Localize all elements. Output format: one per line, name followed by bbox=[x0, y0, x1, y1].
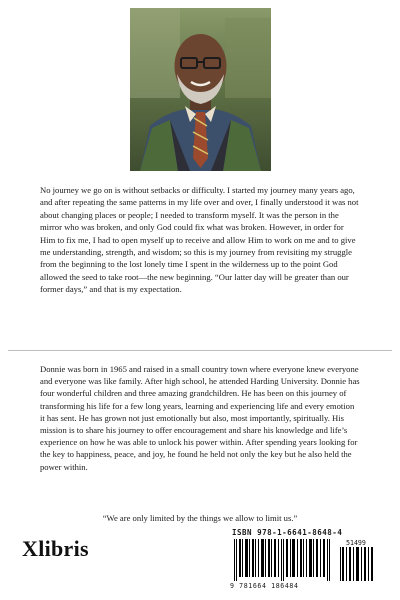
isbn-barcode bbox=[228, 528, 378, 594]
section-divider bbox=[8, 350, 392, 351]
author-photo bbox=[130, 8, 271, 171]
isbn-label: ISBN 978-1-6641-8648-4 bbox=[232, 528, 343, 537]
barcode-digits: 9 781664 186484 bbox=[230, 582, 299, 590]
author-portrait-icon bbox=[130, 8, 271, 171]
author-bio: Donnie was born in 1965 and raised in a small country town where everyone knew everyone and everyone was like family. After high school, he attended Harding University. Donnie has four wonderful children and three amazing grandchildren. He has been on this journey of transforming his life for a few long years, learning and experiencing life and every emotion it has sent. He has grown not just emotionally but also, most importantly, spiritually. His mission is to share his journey to offer encouragement and share his knowledge and life’s experience on how he was able to unlock his power within. After spending years looking for the key to happiness, peace, and joy, he found he held not only the key but he also held the power within. bbox=[40, 364, 360, 472]
barcode-addon-number: 51499 bbox=[346, 539, 366, 547]
author-quote: “We are only limited by the things we allow to limit us.” bbox=[102, 513, 298, 523]
publisher-logo: Xlibris bbox=[22, 536, 89, 561]
back-cover-blurb: No journey we go on is without setbacks or difficulty. I started my journey many years ago, and after repeating the same patterns in my life over and over, I finally understood it was not about changing places or people; I needed to transform myself. It was the person in the mirror who was broken, and only God could fix what was broken. However, in order for Him to fix me, I had to open myself up to receive and allow Him to work on me and to give me understanding, strength, and wisdom; so this is my journey from revisiting my struggle from the beginning to the lost lonely time I spent in the wilderness up to the point God allowed the seed to take root—the new beginning. “Our latter day will be greater than our former days,” and that is my expectation. bbox=[40, 185, 359, 295]
